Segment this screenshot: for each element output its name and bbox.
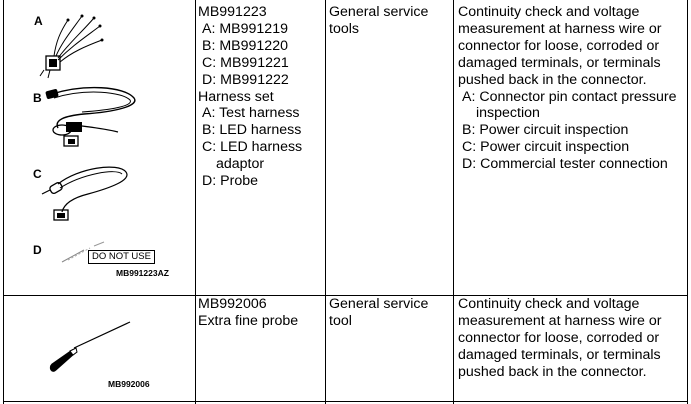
use-text: tools (329, 20, 359, 37)
led-harness-drawing (44, 84, 144, 150)
description-text: connector for loose, corroded or (458, 329, 660, 346)
use-text: tool (329, 312, 352, 329)
description-text: damaged terminals, or terminals (458, 54, 661, 71)
extra-fine-probe-drawing (46, 318, 136, 374)
description-text: damaged terminals, or terminals (458, 346, 661, 363)
tool-sub-item: D: MB991222 (202, 71, 289, 88)
description-cell-2 (458, 296, 661, 381)
illustration-letter-a: A (34, 14, 43, 28)
description-text: pushed back in the connector. (458, 363, 647, 380)
tool-sub-item: C: LED harness (202, 139, 303, 156)
description-sub-item: A: Connector pin contact pressure (462, 88, 677, 105)
column-divider-1 (195, 0, 196, 404)
description-text: measurement at harness wire or (458, 20, 662, 37)
do-not-use-label: DO NOT USE (88, 250, 155, 264)
description-text: Continuity check and voltage (458, 296, 640, 312)
description-text: measurement at harness wire or (458, 312, 662, 329)
led-harness-adaptor-drawing (38, 162, 134, 228)
illustration-letter-b: B (33, 91, 42, 105)
illustration-code: MB992006 (108, 379, 150, 389)
description-sub-item: B: Power circuit inspection (462, 122, 629, 139)
description-sub-item-continued: inspection (476, 105, 540, 122)
table-border-right (687, 0, 688, 404)
illustration-letter-c: C (33, 167, 42, 181)
description-text: Continuity check and voltage (458, 4, 640, 20)
tool-number: MB992006 (198, 296, 267, 312)
test-harness-drawing (36, 12, 106, 82)
tool-number: MB991223 (198, 4, 267, 20)
tool-sub-item: B: MB991220 (202, 37, 288, 54)
use-text: General service (329, 296, 429, 312)
table-border-bottom (3, 401, 688, 402)
description-sub-item: C: Power circuit inspection (462, 139, 630, 156)
description-cell-1 (458, 4, 677, 173)
tool-number-cell-1 (198, 4, 302, 190)
tool-sub-item-continued: adaptor (216, 156, 265, 173)
column-divider-2 (325, 0, 326, 404)
illustration-code: MB991223AZ (116, 268, 169, 278)
use-cell-2 (329, 296, 428, 330)
description-text: connector for loose, corroded or (458, 37, 660, 54)
tool-number-cell-2 (198, 296, 298, 330)
tool-sub-item: A: MB991219 (202, 20, 288, 37)
use-cell-1 (329, 4, 428, 38)
tool-sub-item: D: Probe (202, 173, 258, 190)
column-divider-3 (453, 0, 454, 404)
use-text: General service (329, 4, 429, 20)
tool-sub-item: C: MB991221 (202, 54, 289, 71)
tool-name: Harness set (198, 88, 274, 105)
illustration-letter-d: D (33, 243, 42, 257)
tool-name: Extra fine probe (198, 312, 299, 329)
tool-sub-item: B: LED harness (202, 122, 302, 139)
table-border-left (3, 0, 4, 404)
description-sub-item: D: Commercial tester connection (462, 156, 668, 173)
tool-sub-item: A: Test harness (202, 105, 300, 122)
description-text: pushed back in the connector. (458, 71, 647, 88)
